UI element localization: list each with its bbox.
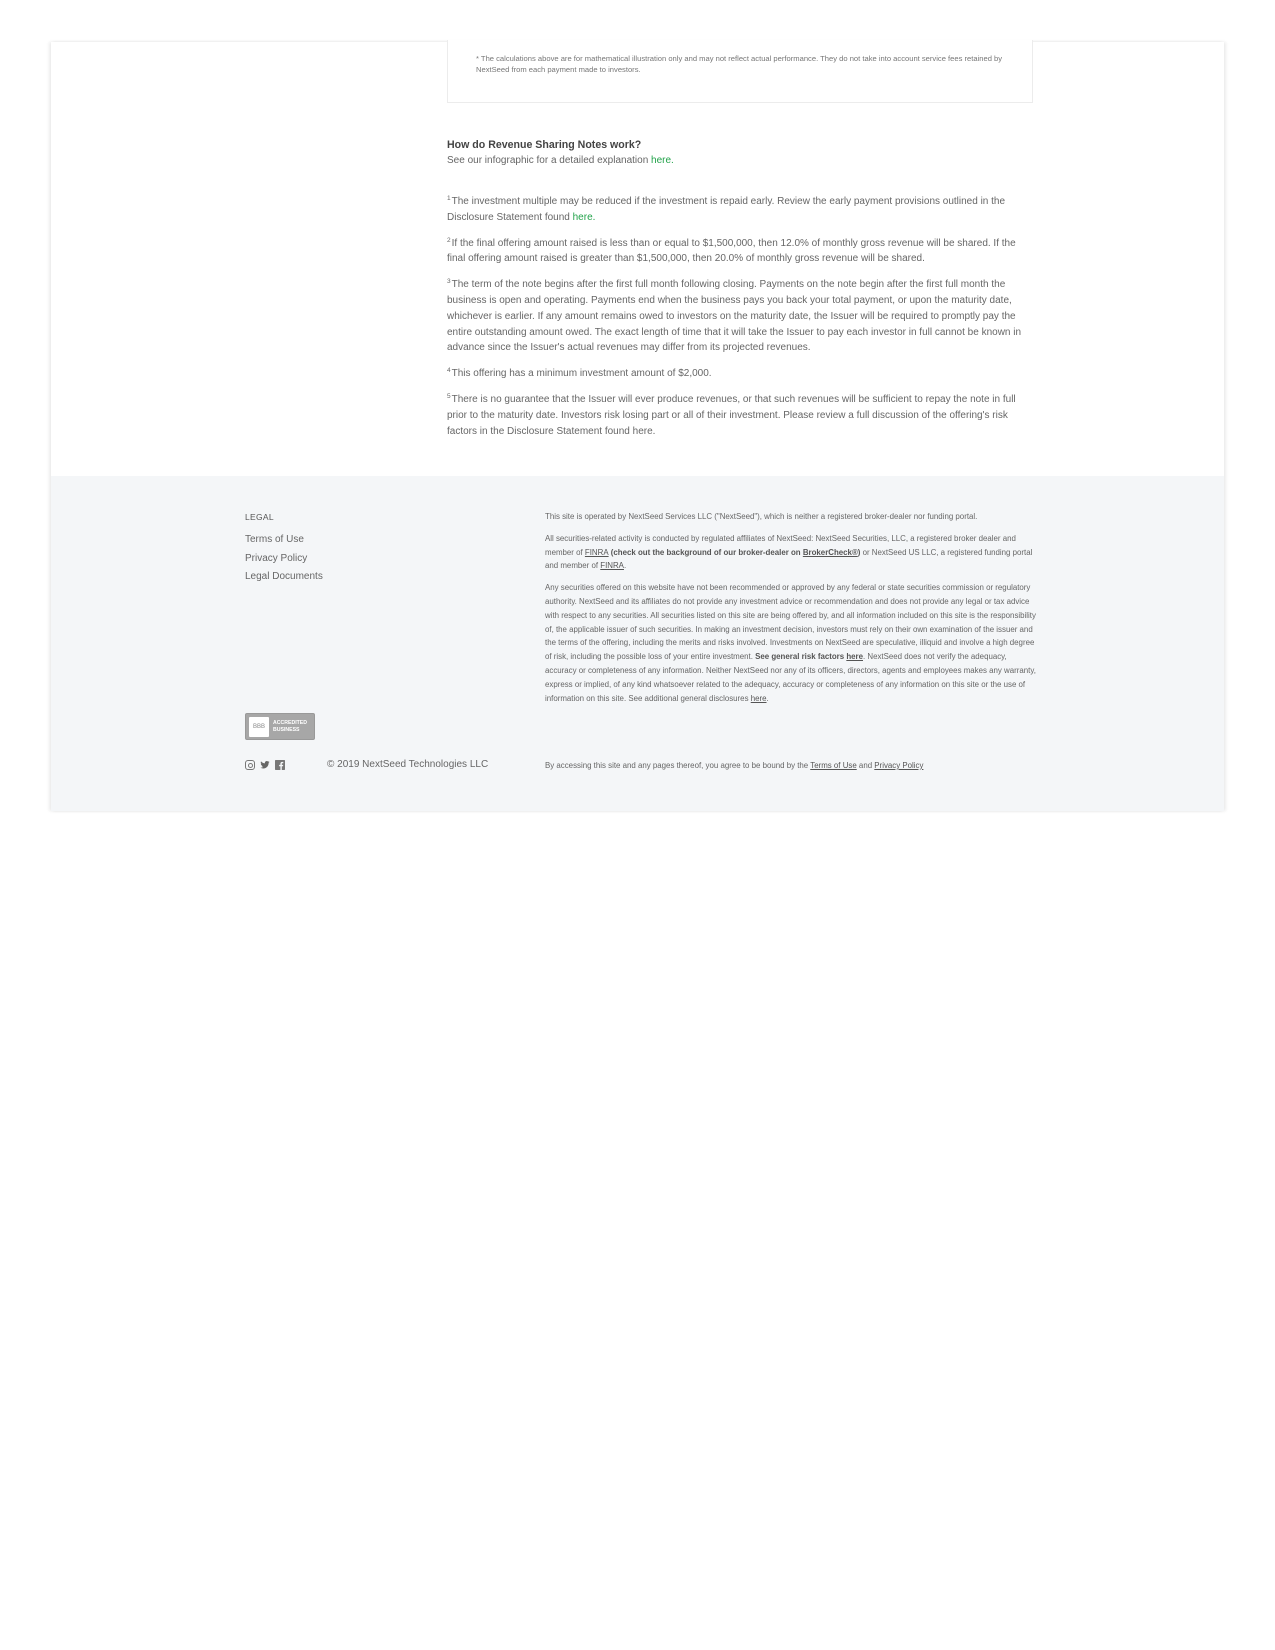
privacy-policy-link[interactable]: Privacy Policy xyxy=(245,552,308,564)
footnote-1 xyxy=(447,194,1033,226)
footnote-number: 3 xyxy=(447,278,451,286)
brokercheck-link[interactable]: BrokerCheck® xyxy=(802,547,858,557)
disclosure-statement-link[interactable]: here. xyxy=(572,211,596,223)
bbb-seal-icon: BBB xyxy=(249,717,269,737)
disclaimer-text: or NextSeed US LLC, a registered funding portal and member of xyxy=(545,547,1033,571)
footnote-text: The term of the note begins after the first full month following closing. Payments on the note begin after the first full month the business is open and operating. Payments end when the business pays you back your total payment, or upon the maturity date, whichever is earlier. If any amount remains owed to investors on the maturity date, the Issuer will be required to promptly pay the entire outstanding amount owed. The exact length of time that it will take the Issuer to pay each investor in full cannot be known in advance since the Issuer's actual revenues may differ from its projected revenues. xyxy=(447,279,1022,354)
footnote-2 xyxy=(447,236,1033,268)
investment-risk-disclaimer xyxy=(545,581,1037,705)
footnote-5 xyxy=(447,392,1033,439)
finra-link-2[interactable]: FINRA xyxy=(600,561,624,571)
brokercheck-note xyxy=(609,548,861,557)
footnote-text: The investment multiple may be reduced if the investment is repaid early. Review the early payment provisions outlined in the Disclosure Statement found xyxy=(447,196,1006,223)
disclaimer-text: Any securities offered on this website have not been recommended or approved by any federal or state securities commission or regulatory authority. NextSeed and its affiliates do not provide any investment advice or recommendation and does not provide any legal or tax advice with respect to any securities. All securities listed on this site are being offered by, and all information included on this site is the responsibility of, the applicable issuer of such securities. In making an investment decision, investors must rely on their own examination of the issuer and the terms of the offering, including the merits and risks involved. Investments on NextSeed are speculative, illiquid and involve a high degree of risk, including the possible loss of your entire investment. xyxy=(545,583,1036,662)
social-links xyxy=(245,760,285,770)
disclaimer-text: . xyxy=(766,693,769,703)
footnote-number: 5 xyxy=(447,392,451,400)
securities-disclaimer xyxy=(545,532,1037,573)
terms-of-use-link[interactable]: Terms of Use xyxy=(245,534,304,545)
disclaimer-text: By accessing this site and any pages thereof, you agree to be bound by the xyxy=(545,761,811,770)
copyright-text: © 2019 NextSeed Technologies LLC xyxy=(327,759,489,770)
terms-agreement xyxy=(545,759,1037,773)
footnotes xyxy=(447,194,1033,449)
risk-factors-note xyxy=(755,652,863,661)
footnote-number: 4 xyxy=(447,367,451,375)
footnote-3 xyxy=(447,277,1033,356)
finra-link[interactable]: FINRA xyxy=(584,547,609,557)
footnote-number: 2 xyxy=(447,236,451,244)
disclaimer-text: and xyxy=(856,761,875,770)
privacy-policy-footer-link[interactable]: Privacy Policy xyxy=(874,761,924,770)
risk-factors-link[interactable]: here xyxy=(846,652,863,662)
bbb-badge-text: ACCREDITED BUSINESS xyxy=(273,720,308,733)
faq-answer xyxy=(447,153,1033,168)
general-disclosures-link[interactable]: here xyxy=(750,693,767,703)
operator-disclaimer: This site is operated by NextSeed Services LLC ("NextSeed"), which is neither a registered broker-dealer nor funding portal. xyxy=(545,512,978,521)
bbb-accredited-badge[interactable] xyxy=(245,713,315,740)
disclaimer-text: . xyxy=(623,561,627,571)
legal-heading: LEGAL xyxy=(245,512,274,522)
legal-links xyxy=(245,531,323,587)
footnote-number: 1 xyxy=(447,195,451,202)
terms-of-use-footer-link[interactable]: Terms of Use xyxy=(810,761,857,770)
legal-documents-link[interactable]: Legal Documents xyxy=(245,571,323,582)
faq-question: How do Revenue Sharing Notes work? xyxy=(447,139,642,151)
page-frame xyxy=(51,42,1224,811)
instagram-icon[interactable] xyxy=(245,760,255,770)
footer-disclaimers xyxy=(545,510,1037,713)
calculation-note: * The calculations above are for mathematical illustration only and may not reflect actual performance. They do not take into account service fees retained by NextSeed from each payment made to investors. xyxy=(476,54,1003,74)
site-footer xyxy=(51,476,1224,811)
footnote-4 xyxy=(447,366,1033,382)
footnote-text: There is no guarantee that the Issuer will ever produce revenues, or that such revenues will be sufficient to repay the note in full prior to the maturity date. Investors risk losing part or all of their investment. Please review a full discussion of the offering's risk factors in the Disclosure Statement found here. xyxy=(447,393,1016,437)
footnote-text: This offering has a minimum investment amount of $2,000. xyxy=(451,368,712,380)
footnote-text: If the final offering amount raised is less than or equal to $1,500,000, then 12.0% of monthly gross revenue will be shared. If the final offering amount raised is greater than $1,500,000, then 20.0% of monthly gross revenue will be shared. xyxy=(447,237,1016,265)
disclaimer-text: ) xyxy=(857,547,861,557)
disclaimer-text: (check out the background of our broker-dealer on xyxy=(608,547,803,557)
faq-answer-text: See our infographic for a detailed explanation xyxy=(447,155,652,166)
facebook-icon[interactable] xyxy=(275,760,285,770)
disclaimer-text: All securities-related activity is conducted by regulated affiliates of NextSeed: NextSeed Securities, LLC, a registered broker dealer and member of xyxy=(545,533,1016,557)
calculation-box xyxy=(447,40,1033,103)
disclaimer-text: See general risk factors xyxy=(755,652,847,662)
disclaimer-text: . NextSeed does not verify the adequacy, accuracy or completeness of any information. Neither NextSeed nor any of its officers, directors, agents and employees makes any warranty, express or implied, of any kind whatsoever related to the adequacy, accuracy or completeness of any information on this site or the use of information on this site. See additional general disclosures xyxy=(545,652,1036,703)
faq-section xyxy=(447,138,1033,168)
twitter-icon[interactable] xyxy=(260,760,270,770)
infographic-link[interactable]: here. xyxy=(651,155,674,166)
